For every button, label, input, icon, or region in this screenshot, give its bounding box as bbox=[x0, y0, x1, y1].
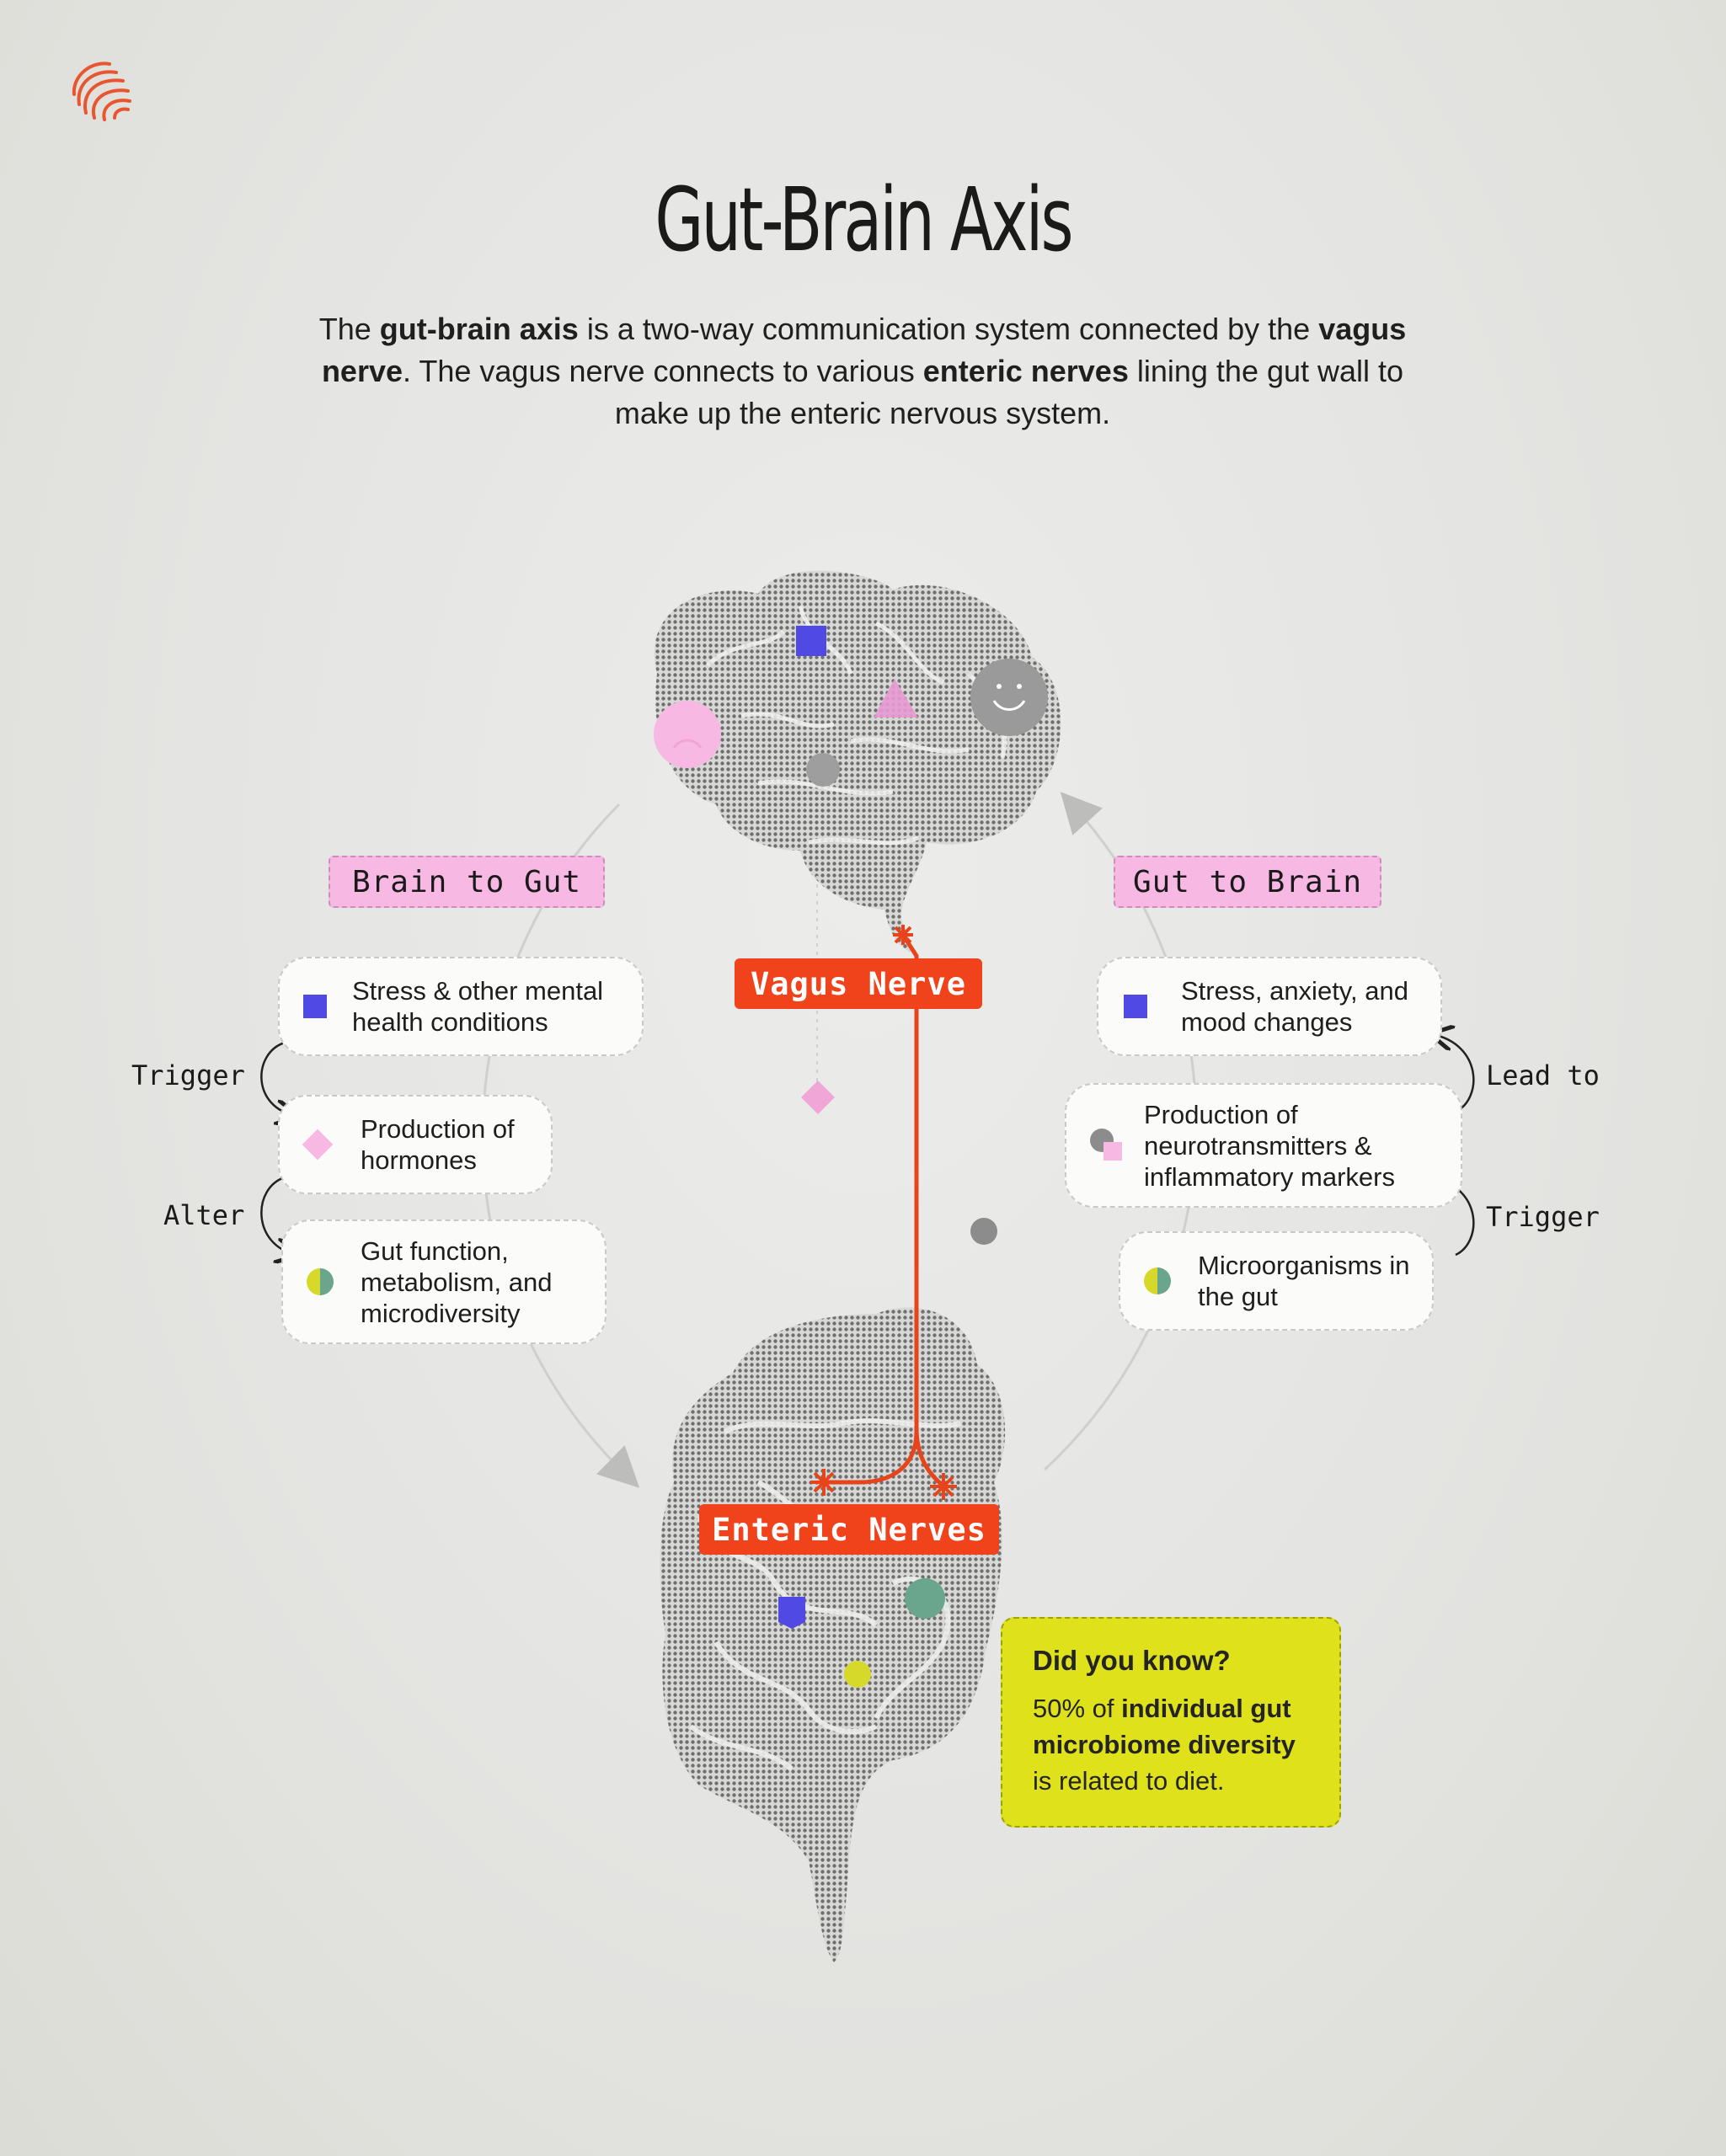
left-card-gut-function: Gut function, metabolism, and microdiversity bbox=[281, 1219, 607, 1344]
right-card-microorganisms: Microorganisms in the gut bbox=[1119, 1231, 1434, 1331]
blue-square-shape bbox=[796, 626, 826, 656]
yellow-circle-shape bbox=[844, 1661, 871, 1688]
pink-diamond-icon bbox=[302, 1129, 334, 1161]
brain-illustration bbox=[655, 571, 1061, 952]
did-you-know-text: 50% of individual gut microbiome diversity is related to diet. bbox=[1033, 1694, 1296, 1796]
grey-circle-shape bbox=[806, 753, 840, 787]
blue-shield-shape bbox=[778, 1597, 805, 1629]
teal-circle-shape bbox=[905, 1578, 945, 1619]
left-card-hormones: Production of hormones bbox=[278, 1095, 553, 1194]
connector-label-trigger-left: Trigger bbox=[131, 1059, 245, 1091]
term-gut-brain-axis: gut-brain axis bbox=[379, 312, 579, 346]
split-circle-icon bbox=[307, 1268, 334, 1295]
circle-square-icon bbox=[1090, 1129, 1124, 1162]
grey-circle-shape bbox=[970, 1218, 997, 1245]
connector-label-trigger-right: Trigger bbox=[1486, 1201, 1600, 1233]
right-card-neurotransmitters: Production of neurotransmitters & inflammatory markers bbox=[1065, 1083, 1462, 1208]
page-title: Gut-Brain Axis bbox=[655, 168, 1071, 271]
smiley-face-icon bbox=[970, 659, 1048, 736]
pink-diamond-shape bbox=[801, 1081, 835, 1114]
gut-to-brain-heading: Gut to Brain bbox=[1114, 856, 1381, 908]
intro-paragraph: The gut-brain axis is a two-way communication system connected by the vagus nerve. The vagus nerve connects to various enteric nerves lining the gut wall to make up the enteric nervous system. bbox=[318, 312, 1407, 430]
connector-label-alter: Alter bbox=[163, 1199, 245, 1231]
intestines-illustration bbox=[660, 1308, 1005, 1963]
blue-square-icon bbox=[1124, 995, 1147, 1018]
connector-label-lead-to: Lead to bbox=[1486, 1059, 1600, 1091]
right-card-stress-anxiety: Stress, anxiety, and mood changes bbox=[1097, 957, 1442, 1056]
term-vagus-nerve: vagus nerve bbox=[321, 312, 1407, 388]
term-enteric-nerves: enteric nerves bbox=[922, 354, 1129, 388]
brain-to-gut-heading: Brain to Gut bbox=[329, 856, 605, 908]
blue-square-icon bbox=[303, 995, 327, 1018]
vagus-nerve-tag: Vagus Nerve bbox=[735, 958, 982, 1009]
did-you-know-heading: Did you know? bbox=[1033, 1645, 1231, 1676]
split-circle-icon bbox=[1144, 1267, 1171, 1294]
left-card-stress: Stress & other mental health conditions bbox=[278, 957, 644, 1056]
enteric-nerves-tag: Enteric Nerves bbox=[699, 1504, 999, 1555]
did-you-know-box bbox=[1001, 1617, 1341, 1828]
sad-face-icon bbox=[654, 701, 721, 768]
